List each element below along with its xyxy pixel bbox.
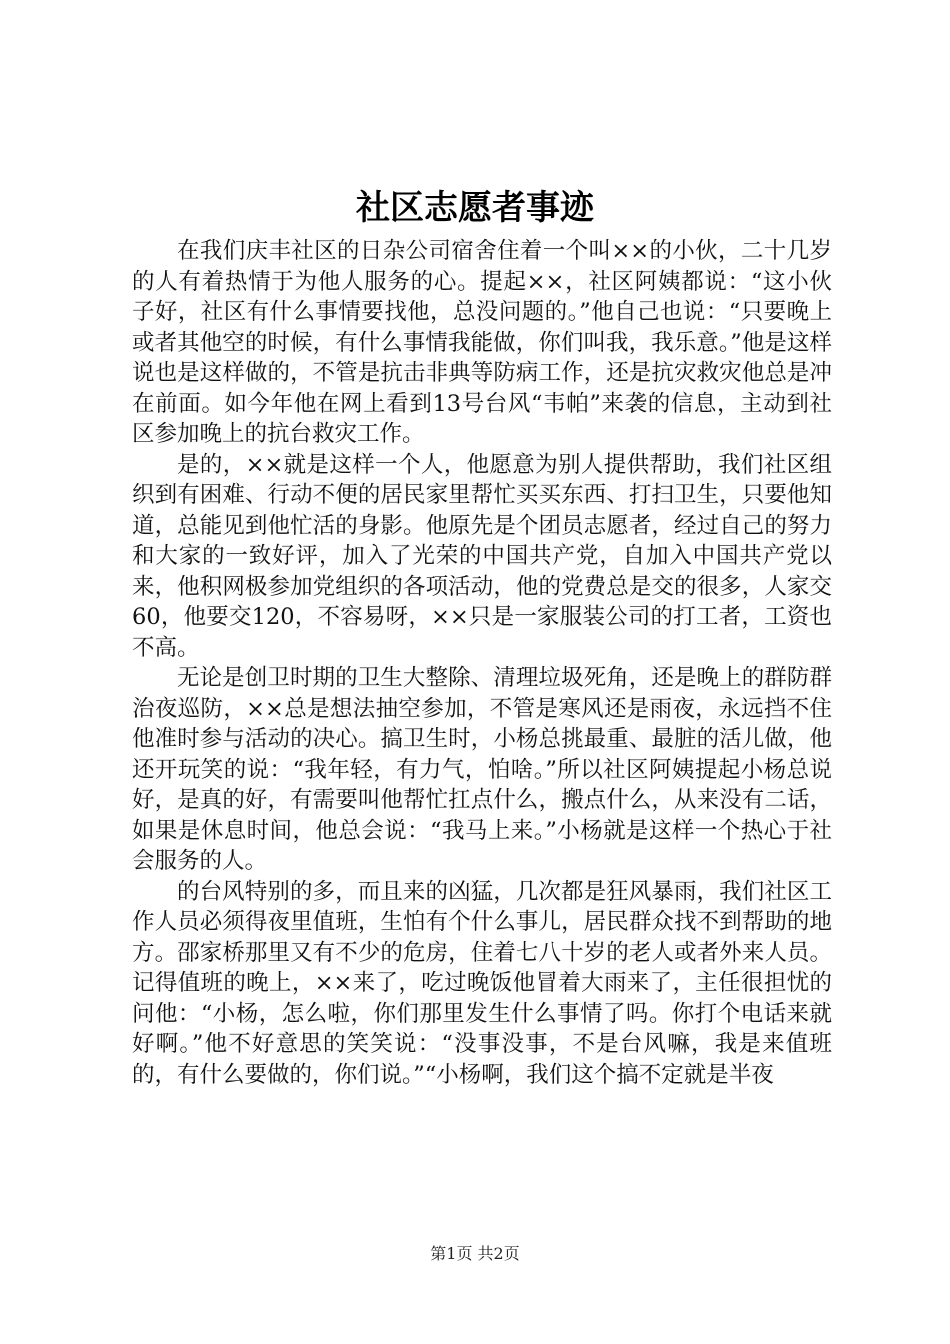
paragraph-2: 是的，××就是这样一个人，他愿意为别人提供帮助，我们社区组织到有困难、行动不便的居民家里帮忙买买东西、打扫卫生，只要他知道，总能见到他忙活的身影。他原先是个团员志愿者，经过自己的努力和大家的一致好评，加入了光荣的中国共产党，自加入中国共产党以来，他积网极参加党组织的各项活动，他的党费总是交的很多，人家交60，他要交120，不容易呀，××只是一家服装公司的打工者，工资也不高。 — [132, 451, 832, 661]
document-title: 社区志愿者事迹 — [356, 188, 594, 228]
document-body — [132, 236, 832, 1090]
paragraph-1: 在我们庆丰社区的日杂公司宿舍住着一个叫××的小伙，二十几岁的人有着热情于为他人服务的心。提起××，社区阿姨都说：“这小伙子好，社区有什么事情要找他，总没问题的。”他自己也说：“只要晚上或者其他空的时候，有什么事情我能做，你们叫我，我乐意。”他是这样说也是这样做的，不管是抗击非典等防病工作，还是抗灾救灾他总是冲在前面。如今年他在网上看到13号台风“韦帕”来袭的信息，主动到社区参加晚上的抗台救灾工作。 — [132, 238, 832, 447]
paragraph-3: 无论是创卫时期的卫生大整除、清理垃圾死角，还是晚上的群防群治夜巡防，××总是想法抽空参加，不管是寒风还是雨夜，永远挡不住他准时参与活动的决心。搞卫生时，小杨总挑最重、最脏的活儿做，他还开玩笑的说：“我年轻，有力气，怕啥。”所以社区阿姨提起小杨总说好，是真的好，有需要叫他帮忙扛点什么，搬点什么，从来没有二话，如果是休息时间，他总会说：“我马上来。”小杨就是这样一个热心于社会服务的人。 — [132, 665, 832, 874]
paragraph-4: 的台风特别的多，而且来的凶猛，几次都是狂风暴雨，我们社区工作人员必须得夜里值班，生怕有个什么事儿，居民群众找不到帮助的地方。邵家桥那里又有不少的危房，住着七八十岁的老人或者外来人员。记得值班的晚上，××来了，吃过晚饭他冒着大雨来了，主任很担忧的问他：“小杨，怎么啦，你们那里发生什么事情了吗。你打个电话来就好啊。”他不好意思的笑笑说：“没事没事，不是台风嘛，我是来值班的，有什么要做的，你们说。”“小杨啊，我们这个搞不定就是半夜 — [132, 878, 832, 1088]
page-number-footer: 第1页 共2页 — [430, 1244, 520, 1263]
